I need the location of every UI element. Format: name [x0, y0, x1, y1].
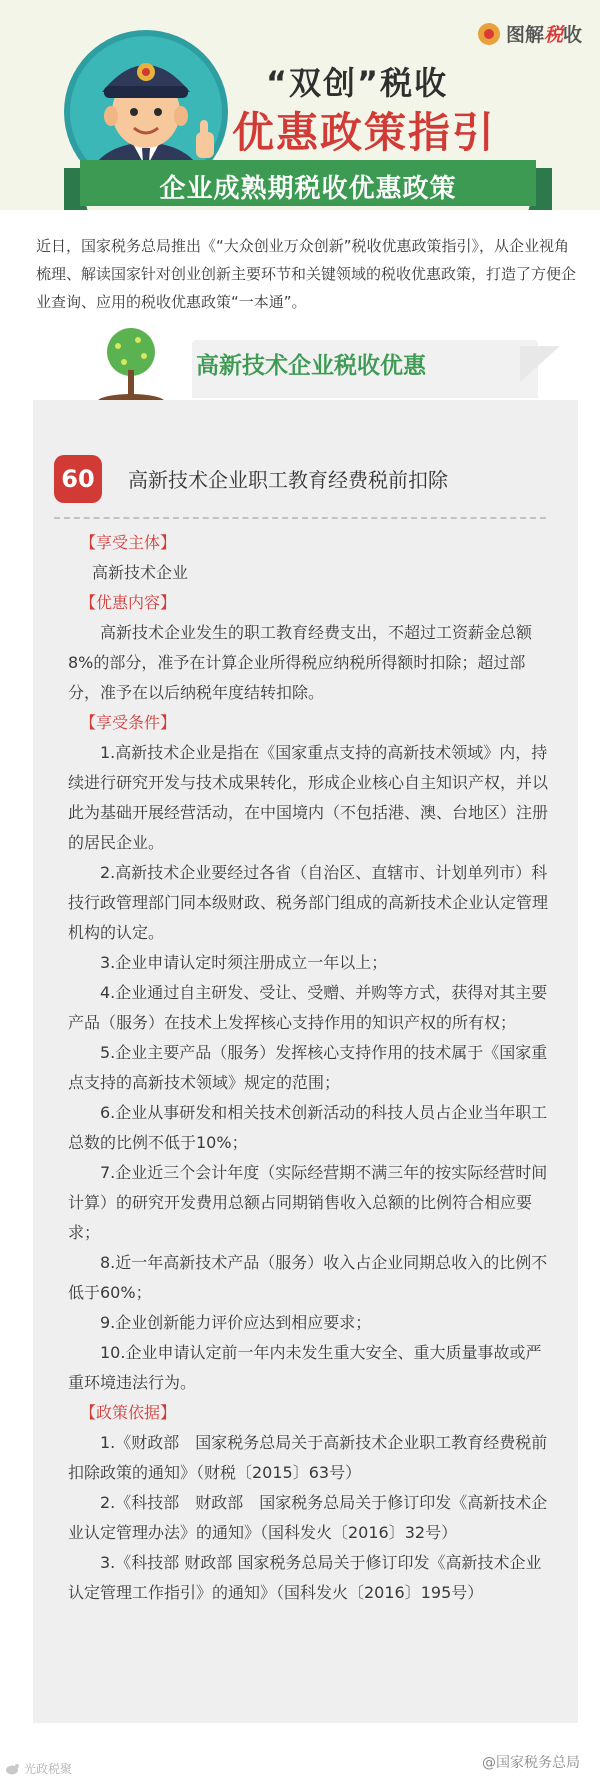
label-subject: 【享受主体】 — [80, 533, 177, 552]
header-banner — [0, 0, 600, 210]
basis-item: 3.《科技部 财政部 国家税务总局关于修订印发《高新技术企业认定管理工作指引》的通知》（国科发火〔2016〕195号） — [68, 1553, 542, 1602]
section-title: 高新技术企业税收优惠 — [196, 353, 426, 379]
subject-text: 高新技术企业 — [92, 563, 189, 582]
condition-item: 10.企业申请认定前一年内未发生重大安全、重大质量事故或严重环境违法行为。 — [68, 1343, 542, 1392]
dashed-divider — [54, 517, 546, 519]
label-content: 【优惠内容】 — [80, 593, 177, 612]
weibo-icon — [6, 1763, 20, 1775]
condition-item: 5.企业主要产品（服务）发挥核心支持作用的技术属于《国家重点支持的高新技术领域》规定的范围； — [68, 1043, 548, 1092]
brand-logo-icon — [478, 23, 500, 45]
banner-title-line1: “双创”税收 — [266, 64, 449, 102]
basis-item: 1.《财政部 国家税务总局关于高新技术企业职工教育经费税前扣除政策的通知》（财税〔2015〕63号） — [68, 1433, 548, 1482]
condition-item: 3.企业申请认定时须注册成立一年以上； — [100, 953, 388, 972]
brand-logo-text: 图解税收 — [505, 24, 582, 46]
banner-ribbon-text: 企业成熟期税收优惠政策 — [159, 173, 457, 204]
condition-item: 2.高新技术企业要经过各省（自治区、直辖市、计划单列市）科技行政管理部门同本级财政、税务部门组成的高新技术企业认定管理机构的认定。 — [68, 863, 549, 942]
label-conditions: 【享受条件】 — [80, 713, 177, 732]
content-text: 高新技术企业发生的职工教育经费支出，不超过工资薪金总额8%的部分，准予在计算企业所得税应纳税所得额时扣除；超过部分，准予在以后纳税年度结转扣除。 — [68, 623, 533, 702]
label-basis: 【政策依据】 — [80, 1403, 177, 1422]
item-content — [68, 528, 556, 1608]
condition-item: 4.企业通过自主研发、受让、受赠、并购等方式，获得对其主要产品（服务）在技术上发挥核心支持作用的知识产权的所有权； — [68, 983, 548, 1032]
brand-logo — [478, 20, 582, 47]
watermark-text: 光政税聚 — [24, 1762, 73, 1776]
basis-item: 2.《科技部 财政部 国家税务总局关于修订印发《高新技术企业认定管理办法》的通知》（国科发火〔2016〕32号） — [68, 1493, 548, 1542]
condition-item: 1.高新技术企业是指在《国家重点支持的高新技术领域》内，持续进行研究开发与技术成果转化，形成企业核心自主知识产权，并以此为基础开展经营活动，在中国境内（不包括港、澳、台地区）注册的居民企业。 — [68, 743, 549, 852]
tree-icon — [94, 326, 168, 410]
section-tab-fold — [520, 346, 560, 382]
item-number-badge: 60 — [54, 455, 102, 503]
intro-paragraph: 近日，国家税务总局推出《“大众创业万众创新”税收优惠政策指引》，从企业视角梳理、解读国家针对创业创新主要环节和关键领域的税收优惠政策，打造了方便企业查询、应用的税收优惠政策“一本通”。 — [36, 237, 577, 311]
condition-item: 7.企业近三个会计年度（实际经营期不满三年的按实际经营时间计算）的研究开发费用总额占同期销售收入总额的比例符合相应要求； — [68, 1163, 548, 1242]
item-title: 高新技术企业职工教育经费税前扣除 — [128, 468, 448, 492]
watermark — [6, 1760, 72, 1777]
banner-title-line2: 优惠政策指引 — [232, 108, 497, 157]
source-credit: @国家税务总局 — [482, 1755, 580, 1771]
condition-item: 6.企业从事研发和相关技术创新活动的科技人员占企业当年职工总数的比例不低于10%； — [68, 1103, 548, 1152]
condition-item: 8.近一年高新技术产品（服务）收入占企业同期总收入的比例不低于60%； — [68, 1253, 548, 1302]
condition-item: 9.企业创新能力评价应达到相应要求； — [100, 1313, 372, 1332]
